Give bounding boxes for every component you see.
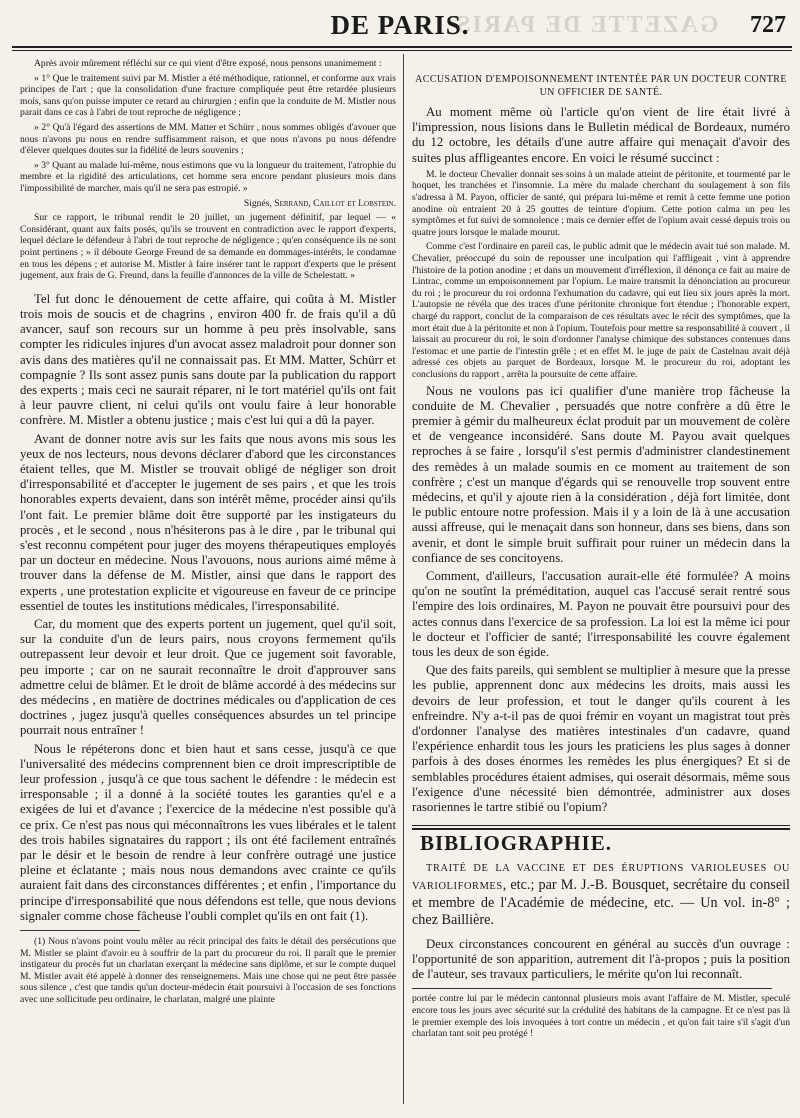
experts-report xyxy=(20,58,396,282)
article-summary xyxy=(412,169,790,381)
paragraph-accusation: Comment, d'ailleurs, l'accusation aurait-elle été formulée? A moins qu'on ne soutînt la préméditation, auquel cas l'accusé serait rentré sous l'empire des lois ordinaires, M. Payon ne pouvait être poursuivi pour des actes connus dans l'exercice de sa profession. La loi est la même ici pour le docteur et l'officier de santé; l'irresponsabilité les couvre également tous les deux de son égide. xyxy=(412,568,790,659)
bibliography-entry xyxy=(412,859,790,929)
commentary xyxy=(20,292,396,924)
header-rule-thin xyxy=(12,50,792,51)
footnote-continuation-text: portée contre lui par le médecin cantonnal plusieurs mois avant l'affaire de M. Mistler, speculé encore tous les jours avec sécurité sur la crédulité des habitans de la campagne. Et ce n'est pas là le premier exemple des lois invoquées à tort contre un médecin , et qu'on fait taire s'il s'agit d'un charlatan tant soit peu protégé ! xyxy=(412,993,790,1040)
right-column xyxy=(412,72,790,1043)
book-details: , etc.; par M. J.-B. Bousquet, secrétaire du conseil et membre de l'Académie de médecine, etc. — Un vol. in-8° ; chez Baillière. xyxy=(412,876,790,928)
bibliography-rule-thick xyxy=(412,828,790,830)
signature-names: Serrand, Caillot et Lobstein. xyxy=(274,197,396,209)
page-number: 727 xyxy=(750,12,786,38)
paragraph-opinion: Avant de donner notre avis sur les faits que nous avons mis sous les yeux de nos lecteurs, nous devons déclarer d'abord que les circonstances étaient telles, que M. Mistler se trouvait obligé de négliger son droit d'irresponsabilité et d'accepter le jugement de ses pairs , et que les trois honorables experts devaient, dans son intérêt même, procéder ainsi qu'ils l'ont fait. Le premier blâme doit être supporté par les instigateurs du procès , et le second , nous n'hésiterons pas à le dire , par le tribunal qui s'est reconnu compétent pour juger des moyens thérapeutiques employés par un docteur en médecine. Nous l'avouons, nous aurions aimé même à trouver dans la défense de M. Mistler, ainsi que dans le rapport des experts , une protestation explicite et vigoureuse en faveur de ce principe essentiel de toutes les institutions médicales, l'irresponsabilité. xyxy=(20,431,396,613)
paragraph-outcome: Tel fut donc le dénouement de cette affaire, qui coûta à M. Mistler trois mois de soucis et de chagrins , environ 400 fr. de frais qu'il a dû avancer, sauf son recours sur un homme à peu près insolvable, sans compter les ridicules injures d'un avocat assez maladroit pour donner son avis dans des matières qu'il ne connaissait pas. Et MM. Matter, Schürr et compagnie ? Ils sont assez punis sans doute par la publication du rapport des experts ; mais ceci ne saurait réparer, ni le tort matériel qu'ils ont fait à leur pauvre client, ni celui qu'ils ont voulu faire à leur honorable confrère. M. Mistler a obtenu justice ; mais c'est lui qui a dû la payer. xyxy=(20,291,396,428)
paragraph-intro: Au moment même où l'article qu'on vient de lire était livré à l'impression, nous lisions dans le Bulletin médical de Bordeaux, numéro du 12 octobre, les détails d'une autre affaire qui menaçait d'avoir des suites plus affligeantes encore. En voici le résumé succinct : xyxy=(412,105,790,165)
article-lead xyxy=(412,105,790,166)
paragraph-denunciation: Comme c'est l'ordinaire en pareil cas, le public admit que le médecin avait tué son malade. M. Chevalier, préoccupé du soin de repousser une inculpation qui l'affligeait , vint à apprendre l'histoire de la potion anodine ; et dans un mouvement d'irréflexion, il dénonça ce fait au maire de Lintrac, comme un empoisonnement par l'opium. Le maire transmit la dénonciation au procureur du roi ; le procureur du roi ordonna l'exhumation du cadavre, qui eut lieu six jours après la mort. L'autopsie ne révéla que des traces d'une péritonite chronique fort étendue ; l'honorable expert, chargé du rapport, conclut de la comparaison de ces résultats avec le récit des symptômes, que la mort était due à la péritonite et non à l'opium. Toutefois pour mettre sa responsabilité à couvert , il laissait au procureur du roi, le soin d'ordonner l'analyse chimique des substances contenues dans l'estomac et une partie de l'intestin grêle ; et en effet M. le juge de paix de Castelnau avait déjà adressé ces objets au parquet de Bordeaux, lorsque M. le procureur du roi, adoptant les conclusions du rapport , arrêta la poursuite de cette affaire. xyxy=(412,241,790,380)
page-title: DE PARIS. xyxy=(330,10,470,40)
bibliography-title: BIBLIOGRAPHIE. xyxy=(420,831,612,856)
report-point-3: » 3° Quant au malade lui-même, nous estimons que vu la longueur du traitement, l'atrophie du membre et la rigidité des articulations, cet homme sera encore pendant plusieurs mois dans l'impossibilité de marcher, mais qu'il ne sera pas estropié. » xyxy=(20,159,396,194)
footnote-continuation xyxy=(412,993,790,1039)
judgment-paragraph: Sur ce rapport, le tribunal rendit le 20 juillet, un jugement définitif, par lequel — « Considérant, quant aux faits posés, qu'ils se trouvent en contradiction avec le rapport d'experts, lequel déclare le défendeur à l'abri de tout reproche de négligence ; qu'en conséquence ils ne sont point pertinens ; » il déboute George Freund de sa demande en dommages-intérêts, le condamne en tous les dépens ; et autorise M. Mistler à faire insérer tant le rapport d'experts que le présent jugement, aux frais de G. Freund, dans la feuille d'annonces de la ville de Schelestatt. » xyxy=(20,212,396,282)
paragraph-case: M. le docteur Chevalier donnait ses soins à un malade atteint de péritonite, et tourmenté par le hoquet, les tranchées et l'insomnie. La mère du malade cherchant du soulagement à son fils s'adressa à M. Payon, officier de santé, qui prépara lui-même et remit à cette femme une potion anodine où entraient 20 à 25 gouttes de teinture d'opium. Cette potion calma un peu les symptômes et fut suivi de somnolence ; mais ce dernier effet de l'opium avait cessé depuis trois ou quatre jours lorsque le malade mourut. xyxy=(412,168,791,238)
paragraph-irresponsibility: Nous le répéterons donc et bien haut et sans cesse, jusqu'à ce que l'universalité des médecins comprennent bien ce droit imprescriptible de leur profession , jusqu'à ce que tous sachent le défendre : le médecin est irresponsable ; il a donné à la société toutes les garanties qu'el e a exigées de lui et d'avance ; l'exercice de la médecine n'est possible qu'à ce prix. Ce n'est pas nous qui méconnaîtrons les vues libérales et le talent des trois habiles signataires du rapport ; ils ont été facilement entraînés par le désir et le besoin de rendre à leur confrère outragé une justice pleine et éclatante ; mais nous nous demandons avec crainte ce qu'ils auraient fait dans des circonstances différentes ; et enfin , l'importance du principe d'irresponsabilité que nous défendons est telle, que nous devions signaler comme chose fâcheuse l'oubli complet qu'ils en ont fait (1). xyxy=(20,741,396,923)
footnote-rule xyxy=(20,930,140,931)
bibliography-rule xyxy=(412,825,790,826)
report-point-1: » 1° Que le traitement suivi par M. Mistler a été méthodique, rationnel, et conforme aux vrais principes de l'art ; que la consolidation d'une fracture compliquée peut être retardée plusieurs mois, sans qu'on puisse imputer ce retard au chirurgien ; enfin que la conduite de M. Mistler nous parait dans ce cas à l'abri de tout reproche de négligence ; xyxy=(20,72,396,119)
report-signature xyxy=(20,198,396,210)
signature-prefix: Signés, xyxy=(243,197,275,209)
article-heading: ACCUSATION D'EMPOISONNEMENT INTENTÉE PAR UN DOCTEUR CONTRE UN OFFICIER DE SANTÉ. xyxy=(415,74,787,98)
report-intro: Après avoir mûrement réfléchi sur ce qui vient d'être exposé, nous pensons unanimement : xyxy=(34,58,382,69)
book-title: TRAITÉ DE LA VACCINE ET DES ÉRUPTIONS VARIOLEUSES OU VARIOLIFORMES xyxy=(412,862,790,892)
review xyxy=(412,937,790,983)
left-column xyxy=(20,58,396,1009)
review-paragraph: Deux circonstances concourent en général au succès d'un ouvrage : l'opportunité de son apparition, autrement dit l'à-propos ; puis la position de l'auteur, ses travaux particuliers, le mérite qu'on lui reconnaît. xyxy=(412,936,790,982)
footnote-continuation-rule xyxy=(412,988,772,989)
paragraph-experts: Car, du moment que des experts portent un jugement, quel qu'il soit, sur la conduite d'un de leurs pairs, nous croyons fermement qu'ils outrepassent leur devoir et leur droit. Que ce jugement soit favorable, peu importe ; car on ne saurait reconnaître le droit d'approuver sans admettre celui de blâmer. Et le droit de blâme accordé à des médecins sur des médecins , en matière de doctrines médicales ou d'application de ces doctrines , jugez jusqu'à quelles conséquences absurdes un tel principe pourrait nous entraîner ! xyxy=(20,616,396,738)
footnote xyxy=(20,936,396,1006)
paragraph-facts: Que des faits pareils, qui semblent se multiplier à mesure que la presse les publie, apprennent donc aux médecins les droits, mais aussi les devoirs de leur profession, et tout le danger qu'ils courent à les enfreindre. N'y a-t-il pas de quoi frémir en voyant un magistrat tout près d'ordonner l'analyse des matières intestinales d'un cadavre, quand l'expérience enhardit tous les jours les praticiens les plus sages à donner parfois à des doses énormes les remèdes les plus énergiques? Et si de semblables procédures étaient admises, qui oserait désormais, même sous l'exigence d'une nécessité bien démontrée, administrer aux doses rasoriennes le tartre stibié ou l'opium? xyxy=(412,663,790,814)
column-divider xyxy=(403,54,404,1104)
report-point-2: » 2° Qu'à l'égard des assertions de MM. Matter et Schürr , nous sommes obligés d'avouer que nous n'avons pu nous en rendre suffisamment raison, et que nous n'avons pu nous défendre d'élever quelques doutes sur la fidélité de leurs souvenirs ; xyxy=(20,121,396,157)
article-commentary xyxy=(412,384,790,816)
footnote-text: (1) Nous n'avons point voulu mêler au récit principal des faits le détail des persécutions que M. Mistler se plaint d'avoir eu à souffrir de la part du procureur du roi. Il paraît que le premier instigateur du procès fut un charlatan exerçant la médecine sans diplôme, et sur le compte duquel M. Mistler avait été appelé à donner des renseignemens. Mais une chose qui ne peut être passée sous silence , c'est que tandis qu'un docteur-médecin était poursuivi à l'occasion de ses fonctions avec une sollicitude peu ordinaire, le charlatan, malgré une plainte xyxy=(20,936,396,1005)
paragraph-conduct: Nous ne voulons pas ici qualifier d'une manière trop fâcheuse la conduite de M. Chevalier , persuadés que notre confrère a dû être le premier à gémir du malheureux éclat produit par un mouvement de colère et de vengeance inconsidéré. Sans doute M. Payou avait quelques reproches à se faire , lorsqu'il s'est permis d'administrer clandestinement des remèdes à un malade soumis en ce moment au traitement de son confrère ; c'est un manque d'égards qui se renouvelle trop souvent entre médecins, et qu'il y ajoute rien à la considération , déjà fort limitée, dont le public entoure notre profession. Mais il y a loin de là à une accusation aussi affreuse, qui le menaçait dans son honneur, dans ses biens, dans son avenir, et dont le simple bruit suffirait pour ruiner un médecin dans la confiance de ses concitoyens. xyxy=(412,383,790,565)
bleed-through-header: GAZETTE DE PARIS xyxy=(455,12,719,38)
header-rule xyxy=(12,46,792,48)
page-header xyxy=(0,6,800,44)
